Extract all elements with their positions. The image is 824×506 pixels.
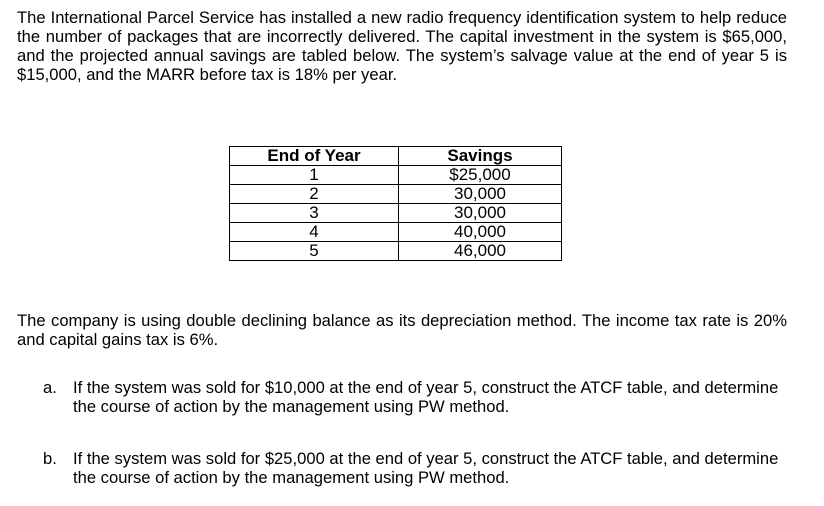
table-header-row: [230, 147, 562, 166]
table-row: [230, 242, 562, 261]
table-row: [230, 204, 562, 223]
intro-paragraph: The International Parcel Service has installed a new radio frequency identification system to help reduce the number of packages that are incorrectly delivered. The capital investment in the system is $65,000, and the projected annual savings are tabled below. The system’s salvage value at the end of year 5 is $15,000, and the MARR before tax is 18% per year.: [17, 8, 787, 84]
header-end-of-year: End of Year: [230, 147, 399, 166]
year-cell: 5: [230, 242, 399, 261]
table-row: [230, 185, 562, 204]
year-cell: 2: [230, 185, 399, 204]
year-cell: 4: [230, 223, 399, 242]
savings-cell: 40,000: [399, 223, 562, 242]
table-row: [230, 166, 562, 185]
method-paragraph: The company is using double declining balance as its depreciation method. The income tax rate is 20% and capital gains tax is 6%.: [17, 311, 787, 349]
question-b-text: If the system was sold for $25,000 at the end of year 5, construct the ATCF table, and determine the course of action by the management using PW method.: [73, 449, 779, 487]
year-cell: 3: [230, 204, 399, 223]
question-a-letter: a.: [43, 378, 57, 397]
savings-cell: 30,000: [399, 185, 562, 204]
question-b: [43, 449, 788, 487]
table-row: [230, 223, 562, 242]
question-b-letter: b.: [43, 449, 57, 468]
savings-cell: 30,000: [399, 204, 562, 223]
year-cell: 1: [230, 166, 399, 185]
question-a: [43, 378, 788, 416]
savings-table: [229, 146, 562, 261]
savings-cell: 46,000: [399, 242, 562, 261]
question-a-text: If the system was sold for $10,000 at the end of year 5, construct the ATCF table, and determine the course of action by the management using PW method.: [73, 378, 779, 416]
header-savings: Savings: [399, 147, 562, 166]
savings-cell: $25,000: [399, 166, 562, 185]
